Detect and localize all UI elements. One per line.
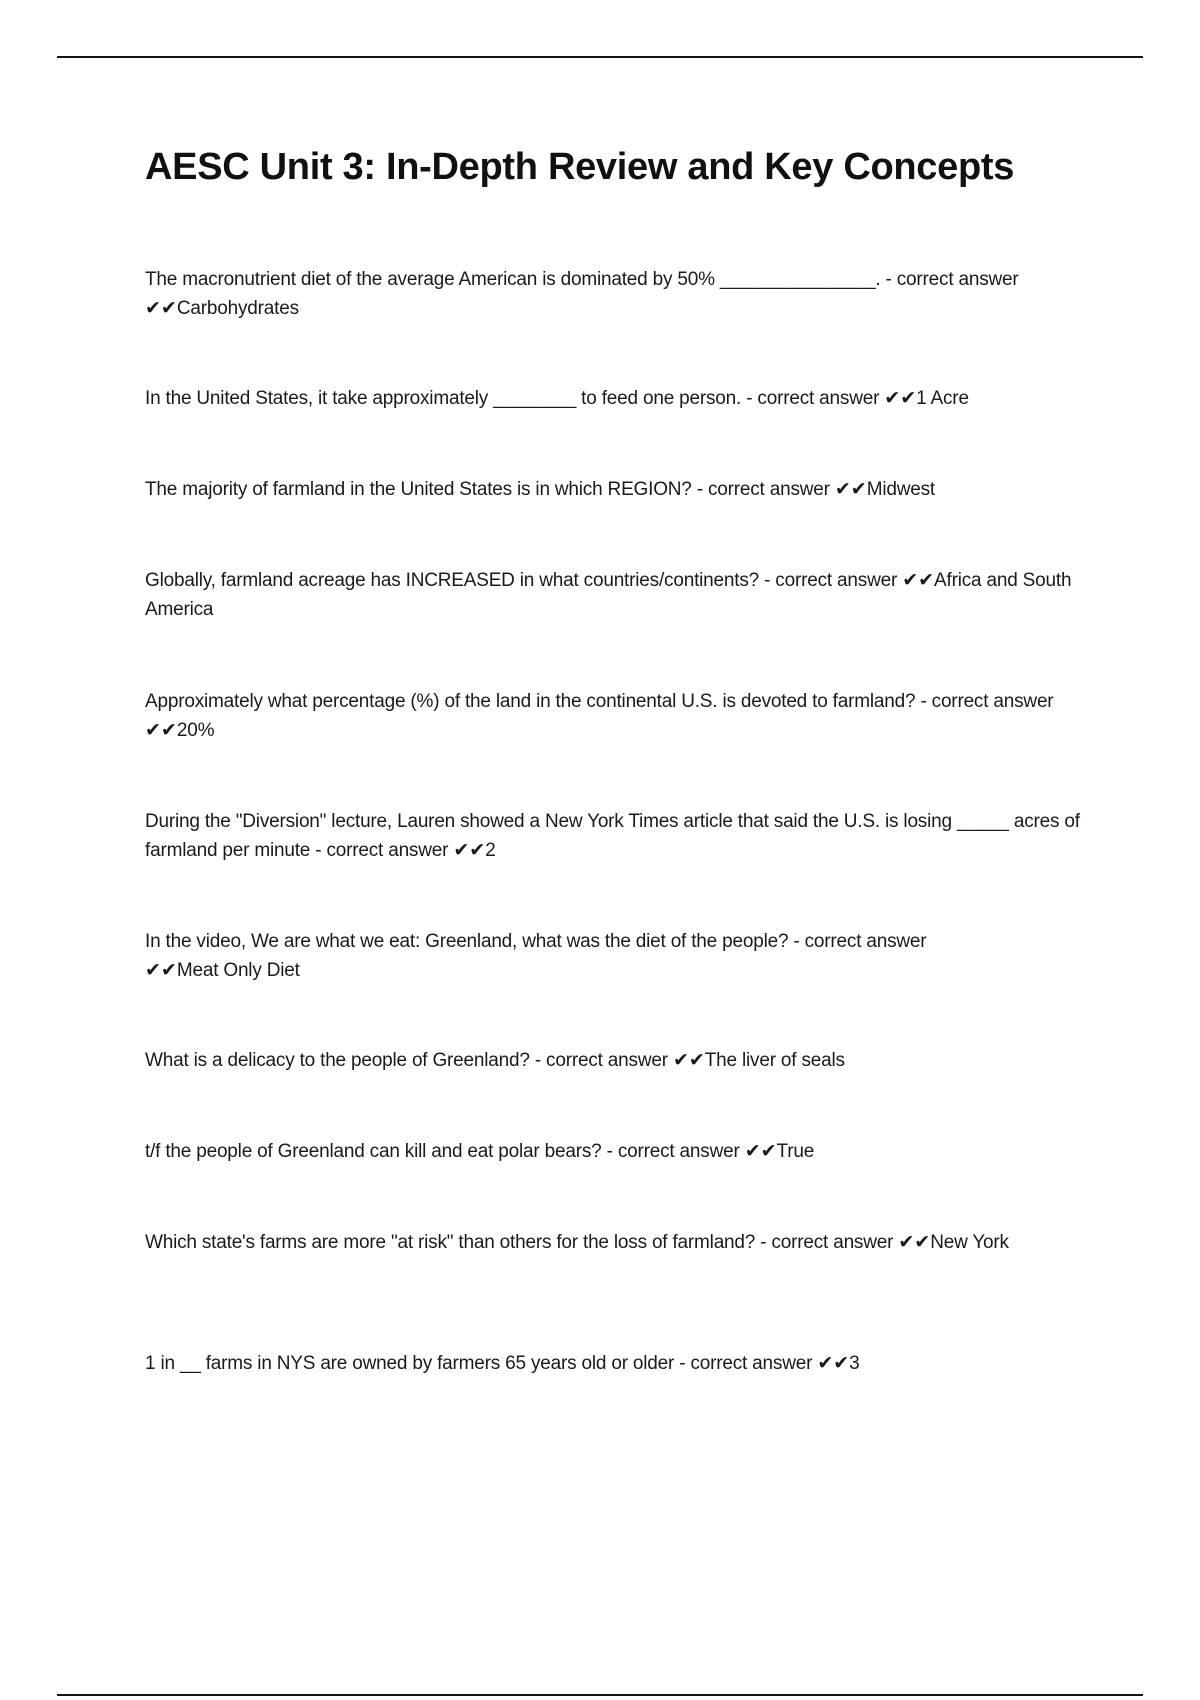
question-text: Which state's farms are more "at risk" than others for the loss of farmland? — [145, 1232, 756, 1253]
answer-text: Midwest — [866, 479, 935, 500]
double-check-icon: ✔✔ — [817, 1353, 850, 1374]
answer-separator: - correct answer — [880, 269, 1019, 290]
question-text: During the "Diversion" lecture, Lauren showed a New York Times article that said the U.S. is losing _____ acres of farmland per minute — [145, 811, 1080, 861]
question-text: In the video, We are what we eat: Greenland, what was the diet of the people? — [145, 931, 789, 952]
question-text: What is a delicacy to the people of Greenland? — [145, 1050, 530, 1071]
question-text: t/f the people of Greenland can kill and eat polar bears? — [145, 1141, 602, 1162]
qa-item — [145, 1137, 1095, 1166]
qa-item — [145, 265, 1095, 323]
qa-item — [145, 1046, 1095, 1075]
double-check-icon: ✔✔ — [902, 570, 935, 591]
question-text: In the United States, it take approximately ________ to feed one person. — [145, 388, 742, 409]
double-check-icon: ✔✔ — [145, 720, 177, 741]
qa-item — [145, 687, 1095, 745]
double-check-icon: ✔✔ — [672, 1050, 705, 1071]
answer-text: 3 — [849, 1353, 860, 1374]
answer-separator: - correct answer — [915, 691, 1054, 712]
qa-item — [145, 475, 1095, 504]
qa-item — [145, 1349, 1095, 1378]
top-rule — [57, 56, 1143, 58]
question-text: Globally, farmland acreage has INCREASED in what countries/continents? — [145, 570, 760, 591]
question-text: 1 in __ farms in NYS are owned by farmers 65 years old or older — [145, 1353, 675, 1374]
answer-separator: - correct answer — [759, 570, 903, 591]
answer-separator: - correct answer — [741, 388, 885, 409]
question-text: The majority of farmland in the United States is in which REGION? — [145, 479, 692, 500]
answer-text: Carbohydrates — [176, 298, 299, 319]
question-text: The macronutrient diet of the average American is dominated by 50% _______________. — [145, 269, 881, 290]
answer-text: True — [776, 1141, 815, 1162]
qa-item — [145, 1228, 1095, 1257]
answer-text: 20% — [176, 720, 215, 741]
qa-item — [145, 566, 1095, 624]
double-check-icon: ✔✔ — [834, 479, 867, 500]
answer-text: 2 — [485, 840, 496, 861]
answer-text: Meat Only Diet — [176, 960, 300, 981]
answer-text: The liver of seals — [704, 1050, 845, 1071]
double-check-icon: ✔✔ — [145, 960, 177, 981]
answer-separator: - correct answer — [755, 1232, 899, 1253]
answer-separator: - correct answer — [691, 479, 835, 500]
document-title: AESC Unit 3: In-Depth Review and Key Concepts — [145, 146, 1015, 188]
double-check-icon: ✔✔ — [898, 1232, 931, 1253]
qa-item — [145, 807, 1095, 865]
answer-separator: - correct answer — [601, 1141, 745, 1162]
double-check-icon: ✔✔ — [884, 388, 917, 409]
double-check-icon: ✔✔ — [744, 1141, 777, 1162]
answer-separator: - correct answer — [529, 1050, 673, 1071]
question-text: Approximately what percentage (%) of the land in the continental U.S. is devoted to farmland? — [145, 691, 916, 712]
double-check-icon: ✔✔ — [145, 298, 177, 319]
double-check-icon: ✔✔ — [453, 840, 486, 861]
answer-separator: - correct answer — [310, 840, 454, 861]
answer-text: Africa and South America — [145, 570, 1072, 620]
answer-text: 1 Acre — [916, 388, 969, 409]
answer-separator: - correct answer — [788, 931, 927, 952]
answer-separator: - correct answer — [674, 1353, 818, 1374]
bottom-rule — [57, 1694, 1143, 1696]
qa-item — [145, 384, 1095, 413]
answer-text: New York — [930, 1232, 1009, 1253]
qa-item — [145, 927, 1095, 985]
